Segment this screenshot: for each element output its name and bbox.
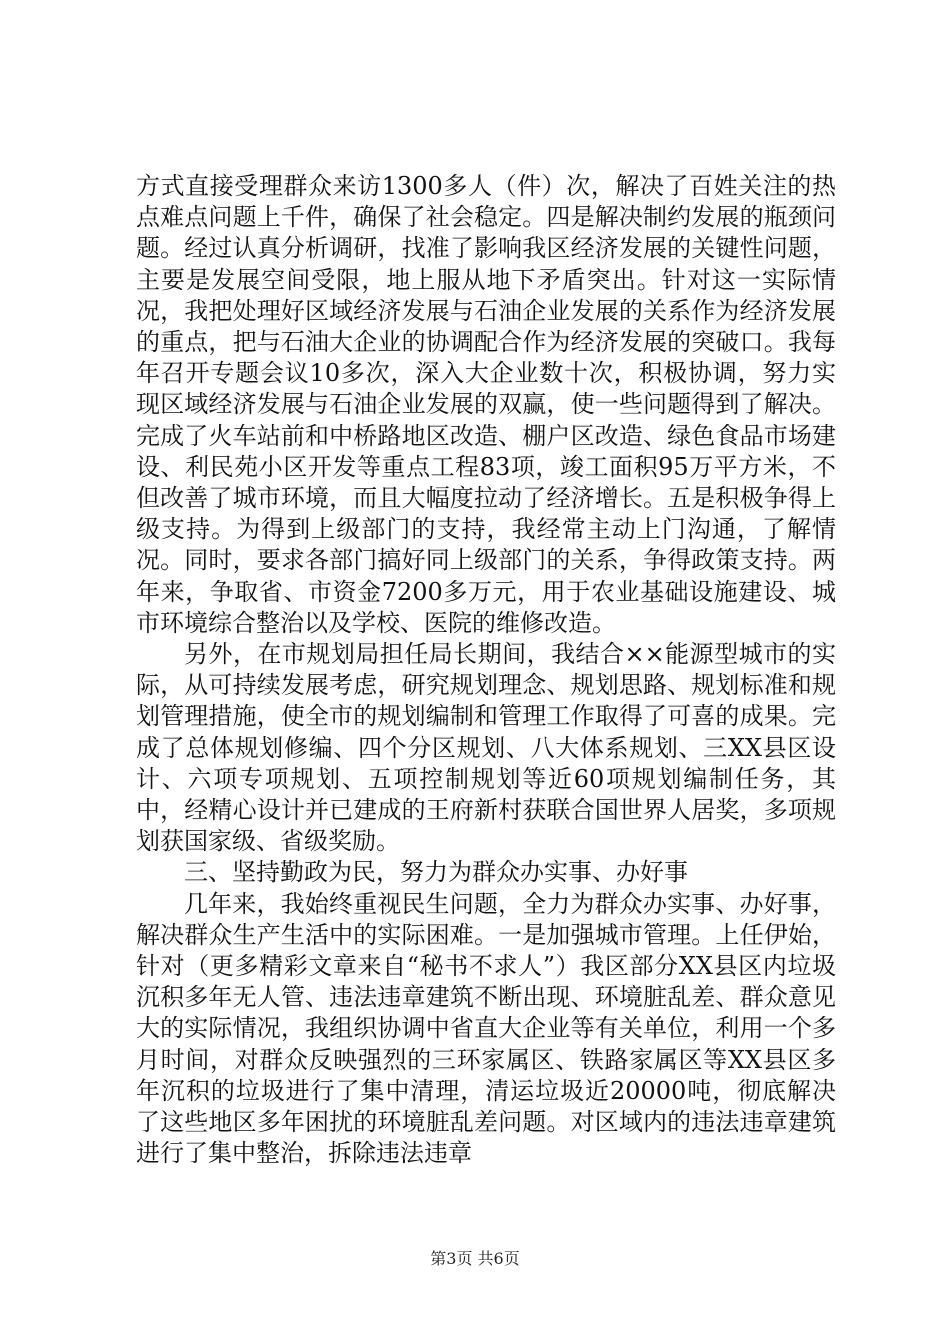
paragraph-planning-bureau: 另外，在市规划局担任局长期间，我结合××能源型城市的实际，从可持续发展考虑，研究规划理念、规划思路、规划标准和规划管理措施，使全市的规划编制和管理工作取得了可喜的成果。完成了总体规划修编、四个分区规划、八大体系规划、三XX县区设计、六项专项规划、五项控制规划等近60项规划编制任务，其中，经精心设计并已建成的王府新村获联合国世界人居奖，多项规划获国家级、省级奖励。 <box>136 640 836 856</box>
page-number-footer: 第3页 共6页 <box>430 1249 520 1268</box>
body-text <box>136 171 836 1170</box>
section-heading: 三、坚持勤政为民，努力为群众办实事、办好事 <box>184 858 688 887</box>
paragraph-livelihood: 几年来，我始终重视民生问题，全力为群众办实事、办好事，解决群众生产生活中的实际困难。一是加强城市管理。上任伊始，针对（更多精彩文章来自“秘书不求人”）我区部分XX县区内垃圾沉积多年无人管、违法违章建筑不断出现、环境脏乱差、群众意见大的实际情况，我组织协调中省直大企业等有关单位，利用一个多月时间，对群众反映强烈的三环家属区、铁路家属区等XX县区多年沉积的垃圾进行了集中清理，清运垃圾近20000吨，彻底解决了这些地区多年困扰的环境脏乱差问题。对区域内的违法违章建筑进行了集中整治，拆除违法违章 <box>136 889 836 1168</box>
paragraph-continued: 方式直接受理群众来访1300多人（件）次，解决了百姓关注的热点难点问题上千件，确保了社会稳定。四是解决制约发展的瓶颈问题。经过认真分析调研，找准了影响我区经济发展的关键性问题，主要是发展空间受限，地上服从地下矛盾突出。针对这一实际情况，我把处理好区域经济发展与石油企业发展的关系作为经济发展的重点，把与石油大企业的协调配合作为经济发展的突破口。我每年召开专题会议10多次，深入大企业数十次，积极协调，努力实现区域经济发展与石油企业发展的双赢，使一些问题得到了解决。完成了火车站前和中桥路地区改造、棚户区改造、绿色食品市场建设、利民苑小区开发等重点工程83项，竣工面积95万平方米，不但改善了城市环境，而且大幅度拉动了经济增长。五是积极争得上级支持。为得到上级部门的支持，我经常主动上门沟通，了解情况。同时，要求各部门搞好同上级部门的关系，争得政策支持。两年来，争取省、市资金7200多万元，用于农业基础设施建设、城市环境综合整治以及学校、医院的维修改造。 <box>136 172 836 637</box>
